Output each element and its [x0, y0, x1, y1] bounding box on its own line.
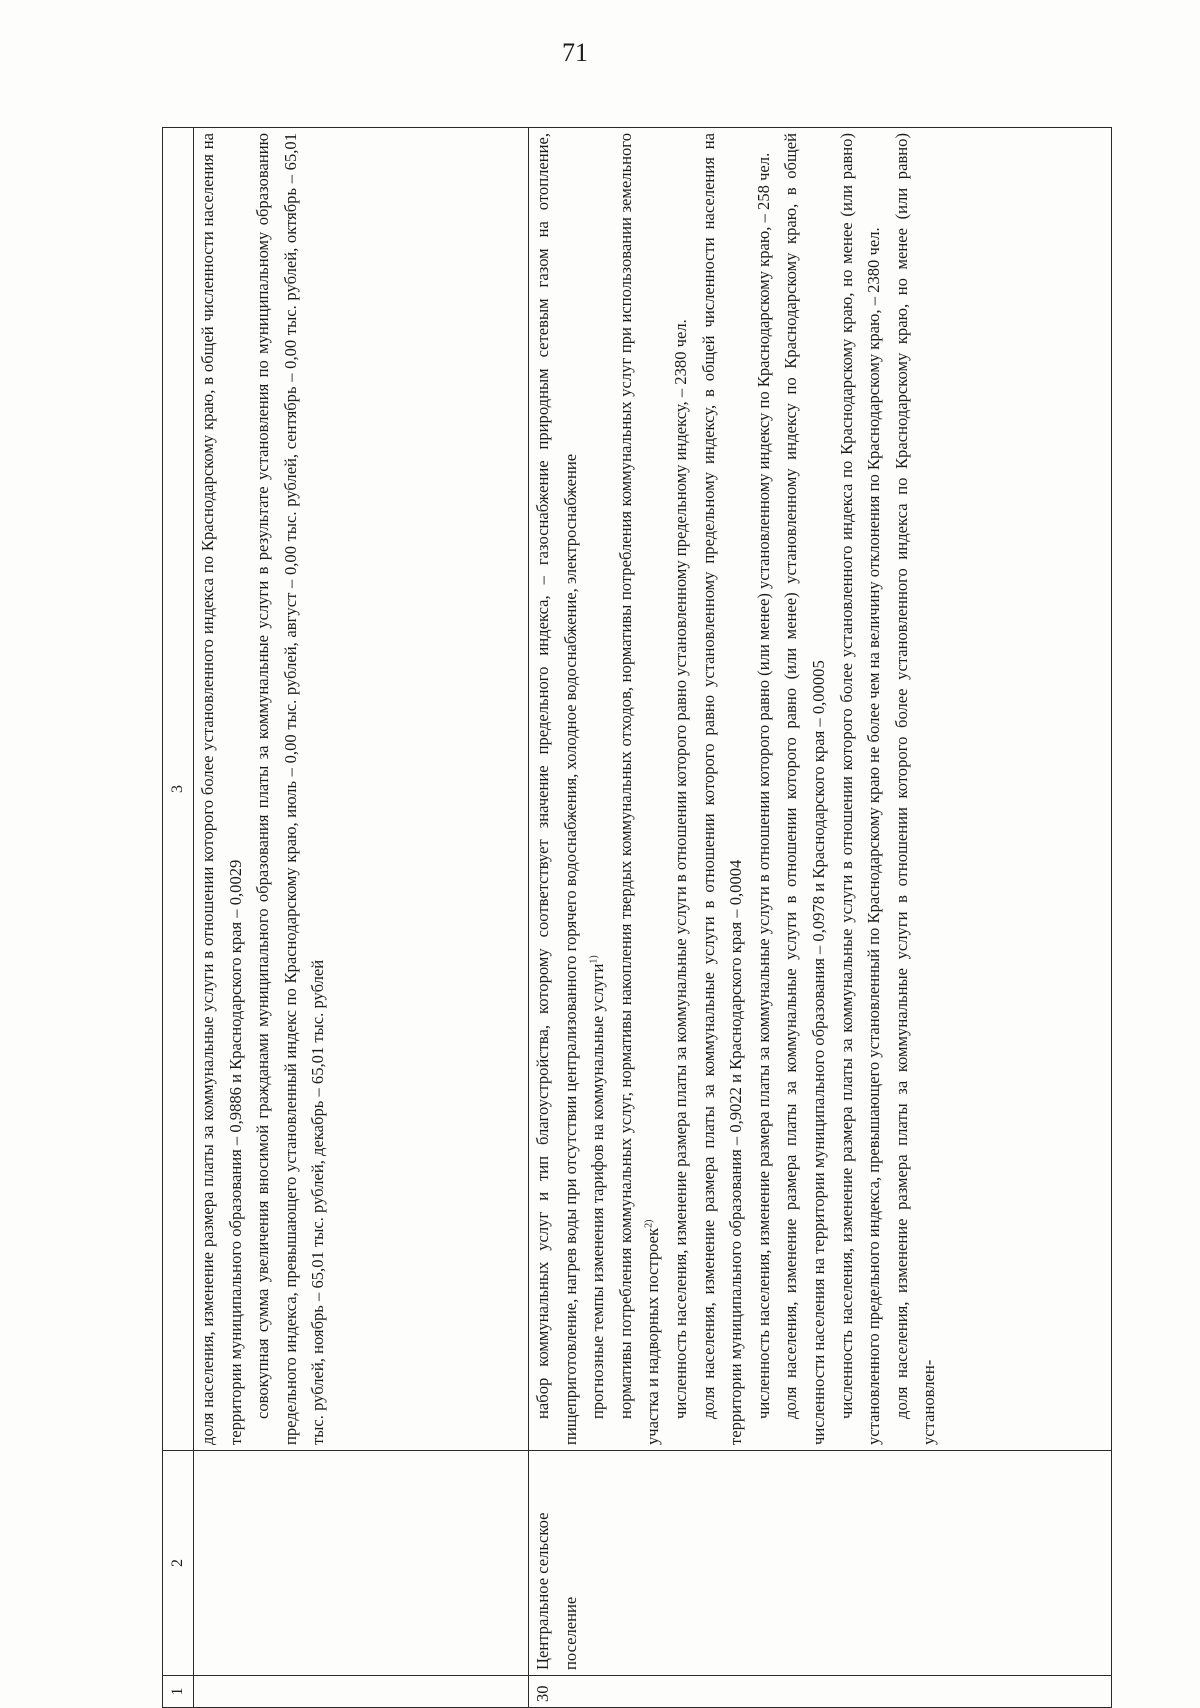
footnote-ref: 2)	[643, 1219, 655, 1228]
rotated-table	[162, 128, 1112, 1708]
footnote-ref: 1)	[588, 955, 600, 964]
paragraph: численность населения, изменение размера платы за коммунальные услуги в отношении которого равно (или менее) установленному индексу по Краснодарскому краю, – 258 чел.	[753, 152, 773, 1419]
paragraph: численность населения, изменение размера платы за коммунальные услуги в отношении которого более установленного индекса по Краснодарскому краю, но менее (или равно) установленного предельного индекса, превышающего установленный по Краснодарскому краю не более чем на величину отклонения по Краснодарскому краю, – 2380 чел.	[836, 133, 884, 1445]
paragraph-text: нормативы потребления коммунальных услуг, нормативы накопления твердых коммунальных отходов, нормативы потребления коммунальных услуг при использовании земельного участка и надворных построек	[615, 133, 663, 1445]
header-cell-2: 2	[163, 1451, 194, 1676]
row-continuation-col1	[194, 1676, 529, 1708]
paragraph	[612, 133, 667, 1445]
paragraph: численность населения, изменение размера платы за коммунальные услуги в отношении которого равно установленному предельному индексу, – 2380 чел.	[670, 319, 690, 1419]
municipality-name: Центральное сельское поселение	[529, 1451, 1112, 1676]
paragraph: доля населения, изменение размера платы за коммунальные услуги в отношении которого более установленного индекса по Краснодарскому краю, но менее (или равно) установлен-	[891, 133, 939, 1445]
page-number: 71	[562, 38, 588, 67]
row-number: 30	[529, 1676, 1112, 1708]
paragraph	[584, 133, 612, 1445]
paragraph: совокупная сумма увеличения вносимой гражданами муниципального образования платы за коммунальные услуги в результате установления по муниципальному образованию предельного индекса, превышающего установленный индекс по Краснодарскому краю, июль – 0,00 тыс. рублей, август – 0,00 тыс. рублей, сентябрь – 0,00 тыс. рублей, октябрь – 65,01 тыс. рублей, ноябрь – 65,01 тыс. рублей, декабрь – 65,01 тыс. рублей	[253, 133, 328, 1445]
rotated-table-container	[162, 128, 1112, 1708]
row-30-text	[529, 128, 1112, 1451]
paragraph: набор коммунальных услуг и тип благоустройства, которому соответствует значение предельного индекса, – газоснабжение природным сетевым газом на отопление, пищеприготовление, нагрев воды при отсутствии централизованного горячего водоснабжения, холодное водоснабжение, электроснабжение	[533, 133, 580, 1445]
header-cell-1: 1	[163, 1676, 194, 1708]
row-continuation-text	[194, 128, 529, 1451]
paragraph: доля населения, изменение размера платы за коммунальные услуги в отношении которого равно (или менее) установленному индексу по Краснодарскому краю, в общей численности населения на территории муниципального образования – 0,0978 и Краснодарского края – 0,00005	[781, 133, 828, 1445]
document-table	[162, 127, 1112, 1708]
table-row-30	[529, 128, 1112, 1708]
paragraph-text: прогнозные темпы изменения тарифов на коммунальные услуги	[588, 963, 608, 1419]
table-header-row	[163, 128, 194, 1708]
paragraph: доля населения, изменение размера платы за коммунальные услуги в отношении которого более установленного индекса по Краснодарскому краю, в общей численности населения на территории муниципального образования – 0,9886 и Краснодарского края – 0,0029	[198, 133, 245, 1445]
table-row-continuation	[194, 128, 529, 1708]
header-cell-3: 3	[163, 128, 194, 1451]
paragraph: доля населения, изменение размера платы за коммунальные услуги в отношении которого равно установленному предельному индексу, в общей численности населения на территории муниципального образования – 0,9022 и Краснодарского края – 0,0004	[698, 133, 746, 1445]
row-continuation-col2	[194, 1451, 529, 1676]
